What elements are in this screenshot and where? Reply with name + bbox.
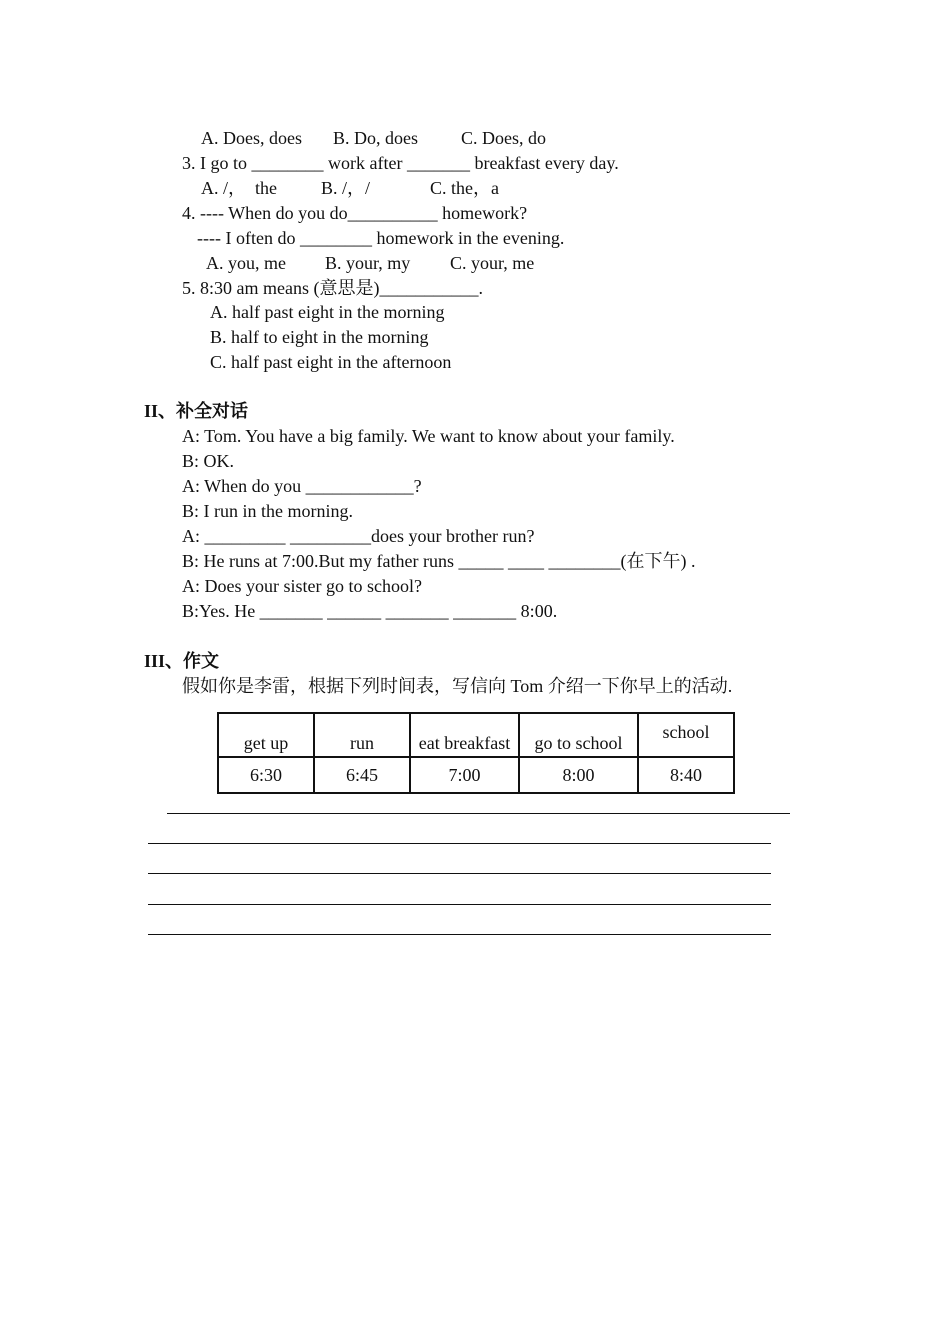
schedule-header-cell: school [638, 713, 734, 757]
q4-option-c: C. your, me [450, 253, 535, 273]
q5-stem: 5. 8:30 am means (意思是)___________. [182, 278, 483, 298]
schedule-time-cell: 8:40 [638, 757, 734, 793]
writing-line[interactable] [148, 934, 771, 935]
schedule-time-cell: 8:00 [519, 757, 638, 793]
q4-option-a: A. you, me [206, 253, 286, 273]
dialogue-line: B: He runs at 7:00.But my father runs _____ ____ ________(在下午) . [182, 551, 696, 571]
q3-option-c: C. the，a [430, 178, 499, 198]
dialogue-line: A: When do you ____________? [182, 476, 422, 496]
q3-stem: 3. I go to ________ work after _______ breakfast every day. [182, 153, 619, 173]
schedule-header-cell: go to school [519, 713, 638, 757]
schedule-header-cell: eat breakfast [410, 713, 519, 757]
dialogue-line: B:Yes. He _______ ______ _______ _______ 8:00. [182, 601, 558, 621]
q5-option-b: B. half to eight in the morning [210, 327, 429, 347]
dialogue-line: B: OK. [182, 451, 235, 471]
q3-option-a: A. /， the [201, 178, 277, 198]
schedule-time-cell: 7:00 [410, 757, 519, 793]
writing-line[interactable] [148, 843, 771, 844]
q5-option-c: C. half past eight in the afternoon [210, 352, 452, 372]
q2-option-a: A. Does, does [201, 128, 302, 148]
dialogue-line: A: _________ _________does your brother run? [182, 526, 535, 546]
q4-answer-line: ---- I often do ________ homework in the evening. [197, 228, 565, 248]
dialogue-line: A: Tom. You have a big family. We want to know about your family. [182, 426, 675, 446]
writing-line[interactable] [148, 904, 771, 905]
dialogue-heading: II、补全对话 [144, 401, 249, 421]
dialogue-line: A: Does your sister go to school? [182, 576, 422, 596]
composition-instruction: 假如你是李雷，根据下列时间表，写信向 Tom 介绍一下你早上的活动. [182, 676, 733, 696]
q3-option-b: B. /，/ [321, 178, 371, 198]
schedule-header-row [218, 713, 734, 757]
dialogue-line: B: I run in the morning. [182, 501, 353, 521]
q2-option-b: B. Do, does [333, 128, 418, 148]
schedule-header-cell: get up [218, 713, 314, 757]
writing-line[interactable] [148, 873, 771, 874]
q4-stem: 4. ---- When do you do__________ homework? [182, 203, 528, 223]
schedule-header-cell: run [314, 713, 410, 757]
schedule-time-cell: 6:30 [218, 757, 314, 793]
writing-line[interactable] [167, 813, 790, 814]
schedule-table [217, 712, 735, 794]
q4-option-b: B. your, my [325, 253, 411, 273]
schedule-time-row [218, 757, 734, 793]
q2-option-c: C. Does, do [461, 128, 546, 148]
schedule-time-cell: 6:45 [314, 757, 410, 793]
q5-option-a: A. half past eight in the morning [210, 302, 445, 322]
composition-heading: III、作文 [144, 651, 220, 671]
